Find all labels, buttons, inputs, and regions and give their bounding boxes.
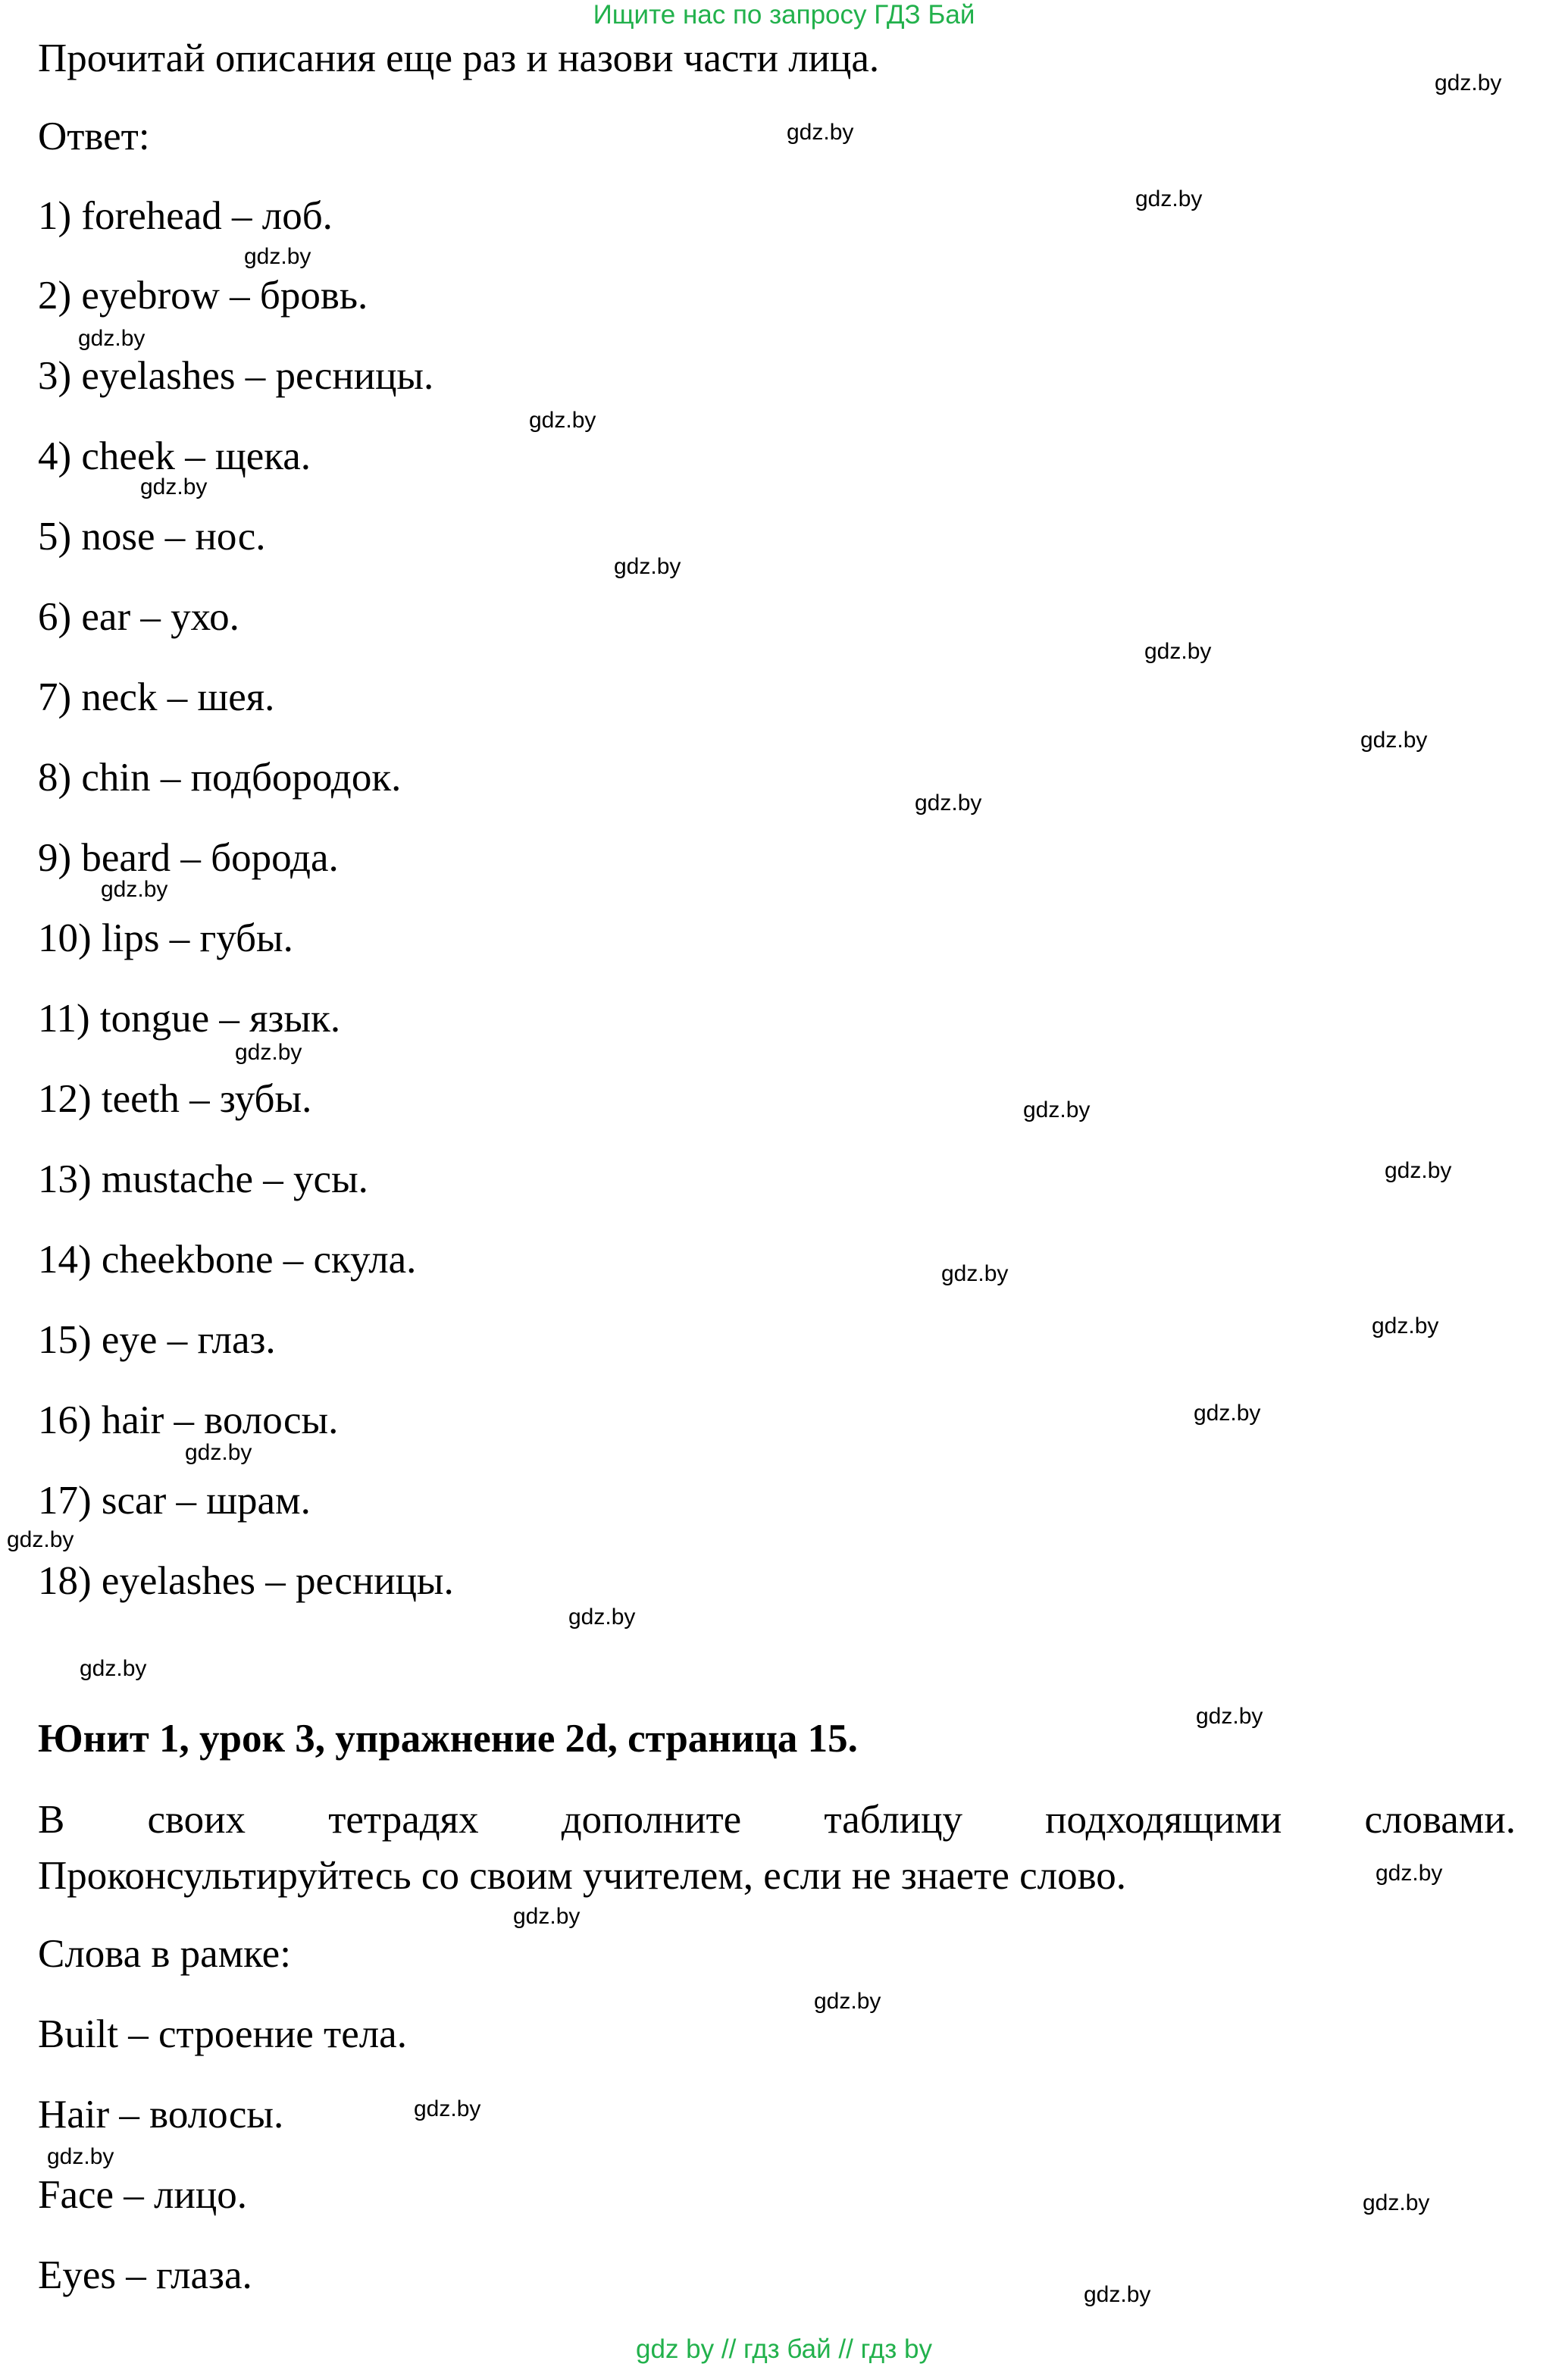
answer-item: 6) ear – ухо. xyxy=(38,595,239,639)
box-word: Face – лицо. xyxy=(38,2173,247,2217)
watermark: gdz.by xyxy=(1084,2282,1151,2307)
watermark: gdz.by xyxy=(787,120,854,145)
watermark: gdz.by xyxy=(1194,1401,1261,1426)
watermark: gdz.by xyxy=(568,1605,636,1630)
watermark: gdz.by xyxy=(915,791,982,816)
watermark: gdz.by xyxy=(1385,1158,1452,1183)
task-paragraph xyxy=(38,1792,1516,1848)
watermark: gdz.by xyxy=(1376,1861,1443,1886)
box-word: Built – строение тела. xyxy=(38,2012,407,2056)
watermark: gdz.by xyxy=(185,1440,252,1465)
box-word: Hair – волосы. xyxy=(38,2093,284,2137)
watermark: gdz.by xyxy=(529,408,596,433)
watermark: gdz.by xyxy=(614,554,681,579)
watermark: gdz.by xyxy=(1135,186,1203,211)
answer-item: 8) chin – подбородок. xyxy=(38,756,402,800)
watermark: gdz.by xyxy=(47,2144,114,2169)
answer-label: Ответ: xyxy=(38,114,150,158)
answer-item: 11) tongue – язык. xyxy=(38,997,341,1041)
exercise-heading: Юнит 1, урок 3, упражнение 2d, страница 15. xyxy=(38,1717,858,1761)
answer-item: 10) lips – губы. xyxy=(38,916,293,960)
answer-item: 17) scar – шрам. xyxy=(38,1479,311,1523)
watermark: gdz.by xyxy=(1372,1313,1439,1338)
task-line-1 xyxy=(38,1792,1516,1848)
watermark: gdz.by xyxy=(941,1261,1009,1286)
watermark: gdz.by xyxy=(140,474,208,499)
watermark: gdz.by xyxy=(814,1989,881,2014)
watermark: gdz.by xyxy=(1196,1704,1263,1729)
answer-item: 3) eyelashes – ресницы. xyxy=(38,354,434,398)
task-word: своих xyxy=(147,1798,246,1842)
watermark: gdz.by xyxy=(80,1656,147,1681)
answer-item: 13) mustache – усы. xyxy=(38,1157,368,1201)
watermark: gdz.by xyxy=(1435,70,1502,95)
task-line-2: Проконсультируйтесь со своим учителем, если не знаете слово. xyxy=(38,1854,1126,1898)
answer-item: 12) teeth – зубы. xyxy=(38,1077,312,1121)
task-word: тетрадях xyxy=(328,1798,479,1842)
answer-item: 15) eye – глаз. xyxy=(38,1318,276,1362)
box-label: Слова в рамке: xyxy=(38,1932,291,1976)
watermark: gdz.by xyxy=(78,326,146,351)
box-word: Eyes – глаза. xyxy=(38,2253,252,2297)
answer-item: 16) hair – волосы. xyxy=(38,1398,339,1442)
answer-item: 2) eyebrow – бровь. xyxy=(38,274,368,318)
task-word: словами. xyxy=(1364,1798,1516,1842)
answer-item: 7) neck – шея. xyxy=(38,675,275,719)
watermark: gdz.by xyxy=(235,1040,302,1065)
watermark: gdz.by xyxy=(1363,2190,1430,2215)
task-word: дополните xyxy=(561,1798,742,1842)
search-banner: Ищите нас по запросу ГДЗ Бай xyxy=(593,0,975,30)
watermark: gdz.by xyxy=(7,1527,74,1552)
watermark: gdz.by xyxy=(244,244,311,269)
site-footer: gdz by // гдз бай // гдз by xyxy=(636,2334,932,2364)
watermark: gdz.by xyxy=(1023,1097,1091,1122)
answer-item: 14) cheekbone – скула. xyxy=(38,1238,417,1282)
watermark: gdz.by xyxy=(101,877,168,902)
answer-item: 9) beard – борода. xyxy=(38,836,339,880)
task-word: В xyxy=(38,1798,65,1842)
answer-item: 4) cheek – щека. xyxy=(38,434,311,478)
answer-item: 1) forehead – лоб. xyxy=(38,194,333,238)
task-word: подходящими xyxy=(1045,1798,1282,1842)
watermark: gdz.by xyxy=(1144,639,1212,664)
intro-text: Прочитай описания еще раз и назови части лица. xyxy=(38,36,880,80)
watermark: gdz.by xyxy=(513,1904,581,1929)
watermark: gdz.by xyxy=(1360,728,1428,753)
answer-item: 18) eyelashes – ресницы. xyxy=(38,1559,454,1603)
task-word: таблицу xyxy=(824,1798,963,1842)
watermark: gdz.by xyxy=(414,2096,481,2121)
answer-item: 5) nose – нос. xyxy=(38,515,266,559)
